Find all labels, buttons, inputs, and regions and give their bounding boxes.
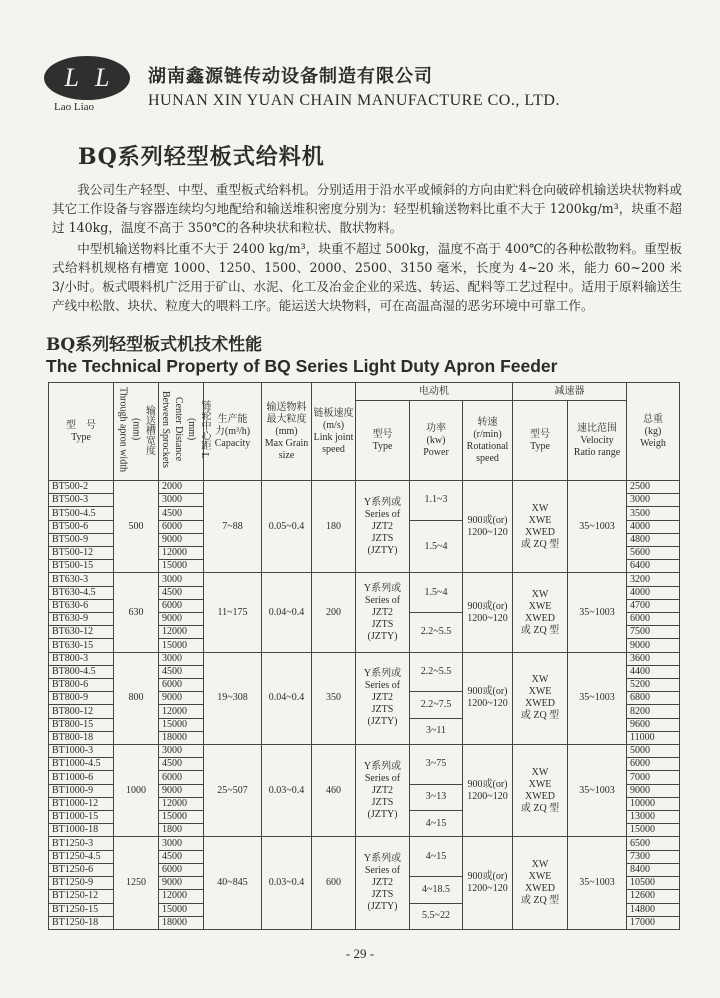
model-type: BT500-3 (49, 494, 114, 507)
total-weight: 9000 (627, 784, 680, 797)
spec-table-body (49, 481, 680, 930)
center-distance: 18000 (159, 916, 204, 929)
header-reducer: 减速器 (513, 383, 627, 401)
apron-width: 630 (114, 573, 159, 652)
model-type: BT630-12 (49, 626, 114, 639)
page-title: BQ系列轻型板式给料机 (78, 144, 325, 170)
model-type: BT500-4.5 (49, 507, 114, 520)
section-title-en: The Technical Property of BQ Series Light Duty Apron Feeder (46, 356, 558, 376)
motor-power: 4~18.5 (410, 877, 463, 903)
ratio-range: 35~1003 (568, 837, 627, 930)
motor-power: 4~15 (410, 837, 463, 877)
model-type: BT500-9 (49, 533, 114, 546)
table-row (49, 573, 680, 586)
center-distance: 15000 (159, 903, 204, 916)
spec-table (48, 382, 680, 930)
model-type: BT630-6 (49, 599, 114, 612)
center-distance: 1800 (159, 824, 204, 837)
link-speed: 600 (312, 837, 356, 930)
capacity: 7~88 (204, 481, 262, 573)
model-type: BT500-6 (49, 520, 114, 533)
rotational-speed: 900或(or) 1200~120 (463, 837, 513, 930)
center-distance: 9000 (159, 784, 204, 797)
total-weight: 9600 (627, 718, 680, 731)
header-center-text: 链轮中心距 L (mm) Center Distance Between Sprockets (160, 391, 210, 468)
total-weight: 3500 (627, 507, 680, 520)
max-grain: 0.05~0.4 (262, 481, 312, 573)
company-logo (44, 56, 130, 100)
total-weight: 4700 (627, 599, 680, 612)
total-weight: 7500 (627, 626, 680, 639)
header-type: 型 号 Type (49, 383, 114, 481)
reducer-type: XW XWE XWED 或 ZQ 型 (513, 573, 568, 652)
center-distance: 12000 (159, 626, 204, 639)
center-distance: 15000 (159, 639, 204, 652)
total-weight: 4800 (627, 533, 680, 546)
total-weight: 11000 (627, 731, 680, 744)
reducer-type: XW XWE XWED 或 ZQ 型 (513, 481, 568, 573)
model-type: BT1250-9 (49, 877, 114, 890)
total-weight: 4400 (627, 665, 680, 678)
center-distance: 9000 (159, 877, 204, 890)
ratio-range: 35~1003 (568, 652, 627, 744)
rotational-speed: 900或(or) 1200~120 (463, 573, 513, 652)
total-weight: 7000 (627, 771, 680, 784)
apron-width: 1250 (114, 837, 159, 930)
ratio-range: 35~1003 (568, 745, 627, 837)
center-distance: 4500 (159, 507, 204, 520)
total-weight: 3200 (627, 573, 680, 586)
center-distance: 3000 (159, 652, 204, 665)
header-speed: 链板速度 (m/s) Link joint speed (312, 383, 356, 481)
model-type: BT500-12 (49, 547, 114, 560)
model-type: BT1000-12 (49, 797, 114, 810)
model-type: BT630-9 (49, 613, 114, 626)
total-weight: 13000 (627, 811, 680, 824)
center-distance: 3000 (159, 573, 204, 586)
header-ratio: 速比范围 Velocity Ratio range (568, 401, 627, 481)
model-type: BT1000-15 (49, 811, 114, 824)
logo-letter: L (64, 63, 79, 92)
model-type: BT1250-3 (49, 837, 114, 850)
center-distance: 4500 (159, 758, 204, 771)
total-weight: 2500 (627, 481, 680, 494)
center-distance: 3000 (159, 837, 204, 850)
model-type: BT630-15 (49, 639, 114, 652)
model-type: BT800-3 (49, 652, 114, 665)
total-weight: 3600 (627, 652, 680, 665)
center-distance: 4500 (159, 586, 204, 599)
model-type: BT630-3 (49, 573, 114, 586)
header-center (159, 383, 210, 481)
center-distance: 6000 (159, 863, 204, 876)
reducer-type: XW XWE XWED 或 ZQ 型 (513, 837, 568, 930)
total-weight: 6800 (627, 692, 680, 705)
header-motor: 电动机 (356, 383, 513, 401)
motor-type: Y系列或 Series of JZT2 JZTS (JZTY) (356, 573, 410, 652)
total-weight: 6000 (627, 613, 680, 626)
total-weight: 4000 (627, 586, 680, 599)
model-type: BT1250-15 (49, 903, 114, 916)
ratio-range: 35~1003 (568, 573, 627, 652)
capacity: 19~308 (204, 652, 262, 744)
rotational-speed: 900或(or) 1200~120 (463, 481, 513, 573)
link-speed: 200 (312, 573, 356, 652)
model-type: BT800-18 (49, 731, 114, 744)
max-grain: 0.03~0.4 (262, 745, 312, 837)
model-type: BT1000-6 (49, 771, 114, 784)
intro-paragraph: 中型机输送物料比重不大于 2400 kg/m³，块重不超过 500kg，温度不高于 400℃的各种松散物料。重型板式给料机规格有槽宽 1000、1250、1500、2000、2500、3150 毫米，长度为 4~20 米，能力 60~200 米 3/小时。板式喂料机广泛用于矿山、水泥、化工及冶金企业的采选、转运、配料等工艺过程中。适用于原料输送生产线中松散、块状、粒度大的喂料工序。能运送大块物料，可在高温高湿的恶劣环境中可靠工作。 (52, 241, 682, 313)
motor-type: Y系列或 Series of JZT2 JZTS (JZTY) (356, 745, 410, 837)
center-distance: 6000 (159, 520, 204, 533)
link-speed: 180 (312, 481, 356, 573)
model-type: BT1250-12 (49, 890, 114, 903)
motor-power: 3~13 (410, 784, 463, 810)
model-type: BT800-12 (49, 705, 114, 718)
company-name-en: HUNAN XIN YUAN CHAIN MANUFACTURE CO., LTD. (148, 92, 560, 109)
total-weight: 6000 (627, 758, 680, 771)
center-distance: 15000 (159, 718, 204, 731)
center-distance: 9000 (159, 692, 204, 705)
logo-caption: Lao Liao (54, 101, 95, 113)
center-distance: 12000 (159, 890, 204, 903)
total-weight: 7300 (627, 850, 680, 863)
center-distance: 15000 (159, 560, 204, 573)
total-weight: 14800 (627, 903, 680, 916)
model-type: BT1000-18 (49, 824, 114, 837)
center-distance: 6000 (159, 771, 204, 784)
center-distance: 2000 (159, 481, 204, 494)
total-weight: 5000 (627, 745, 680, 758)
model-type: BT630-4.5 (49, 586, 114, 599)
link-speed: 460 (312, 745, 356, 837)
center-distance: 6000 (159, 599, 204, 612)
model-type: BT1250-18 (49, 916, 114, 929)
model-type: BT500-2 (49, 481, 114, 494)
motor-power: 3~75 (410, 745, 463, 785)
motor-type: Y系列或 Series of JZT2 JZTS (JZTY) (356, 481, 410, 573)
center-distance: 9000 (159, 613, 204, 626)
table-row (49, 745, 680, 758)
center-distance: 3000 (159, 745, 204, 758)
link-speed: 350 (312, 652, 356, 744)
center-distance: 12000 (159, 797, 204, 810)
motor-power: 4~15 (410, 811, 463, 837)
section-title-cn: BQ系列轻型板式机技术性能 (46, 335, 263, 355)
header-motor-type: 型号 Type (356, 401, 410, 481)
total-weight: 6400 (627, 560, 680, 573)
capacity: 11~175 (204, 573, 262, 652)
reducer-type: XW XWE XWED 或 ZQ 型 (513, 652, 568, 744)
total-weight: 3000 (627, 494, 680, 507)
header-reducer-type: 型号 Type (513, 401, 568, 481)
model-type: BT800-15 (49, 718, 114, 731)
company-name-cn: 湖南鑫源链传动设备制造有限公司 (148, 66, 433, 87)
center-distance: 12000 (159, 547, 204, 560)
max-grain: 0.03~0.4 (262, 837, 312, 930)
header-capacity: 生产能 力(m³/h) Capacity (204, 383, 262, 481)
header-width-text: 输送槽宽度 (mm) Through apron width (117, 387, 155, 472)
apron-width: 500 (114, 481, 159, 573)
model-type: BT1250-4.5 (49, 850, 114, 863)
model-type: BT1000-4.5 (49, 758, 114, 771)
model-type: BT1000-3 (49, 745, 114, 758)
total-weight: 8400 (627, 863, 680, 876)
motor-power: 1.1~3 (410, 481, 463, 521)
motor-power: 5.5~22 (410, 903, 463, 930)
total-weight: 9000 (627, 639, 680, 652)
capacity: 40~845 (204, 837, 262, 930)
table-row (49, 837, 680, 850)
header-grain: 输送物料 最大粒度 (mm) Max Grain size (262, 383, 312, 481)
total-weight: 6500 (627, 837, 680, 850)
total-weight: 15000 (627, 824, 680, 837)
rotational-speed: 900或(or) 1200~120 (463, 745, 513, 837)
center-distance: 12000 (159, 705, 204, 718)
model-type: BT800-4.5 (49, 665, 114, 678)
model-type: BT1250-6 (49, 863, 114, 876)
model-type: BT800-6 (49, 679, 114, 692)
header-weight: 总重 (kg) Weigh (627, 383, 680, 481)
motor-power: 1.5~4 (410, 520, 463, 573)
rotational-speed: 900或(or) 1200~120 (463, 652, 513, 744)
center-distance: 15000 (159, 811, 204, 824)
intro-paragraph: 我公司生产轻型、中型、重型板式给料机。分别适用于沿水平或倾斜的方向由贮料仓向破碎机输送块状物料或其它工作设备与容器连续均匀地配给和输送堆积密度分别为：轻型机输送物料比重不大于 1200kg/m³，块重不超过 140kg，温度不高于 350℃的各种块状和粒状、散状物料。 (52, 182, 682, 235)
center-distance: 9000 (159, 533, 204, 546)
total-weight: 10500 (627, 877, 680, 890)
center-distance: 3000 (159, 494, 204, 507)
center-distance: 18000 (159, 731, 204, 744)
motor-power: 1.5~4 (410, 573, 463, 613)
capacity: 25~507 (204, 745, 262, 837)
ratio-range: 35~1003 (568, 481, 627, 573)
motor-power: 2.2~5.5 (410, 613, 463, 653)
total-weight: 8200 (627, 705, 680, 718)
motor-power: 2.2~5.5 (410, 652, 463, 692)
model-type: BT1000-9 (49, 784, 114, 797)
total-weight: 5200 (627, 679, 680, 692)
apron-width: 800 (114, 652, 159, 744)
total-weight: 12600 (627, 890, 680, 903)
table-row (49, 481, 680, 494)
total-weight: 5600 (627, 547, 680, 560)
header-rot: 转速 (r/min) Rotational speed (463, 401, 513, 481)
motor-type: Y系列或 Series of JZT2 JZTS (JZTY) (356, 652, 410, 744)
total-weight: 10000 (627, 797, 680, 810)
motor-power: 2.2~7.5 (410, 692, 463, 718)
total-weight: 17000 (627, 916, 680, 929)
max-grain: 0.04~0.4 (262, 652, 312, 744)
center-distance: 6000 (159, 679, 204, 692)
page-number: - 29 - (345, 946, 375, 961)
center-distance: 4500 (159, 850, 204, 863)
model-type: BT500-15 (49, 560, 114, 573)
header-power: 功率 (kw) Power (410, 401, 463, 481)
header-width (114, 383, 159, 481)
model-type: BT800-9 (49, 692, 114, 705)
logo-letter: L (95, 63, 110, 92)
apron-width: 1000 (114, 745, 159, 837)
intro-text (52, 180, 682, 317)
reducer-type: XW XWE XWED 或 ZQ 型 (513, 745, 568, 837)
table-row (49, 652, 680, 665)
motor-type: Y系列或 Series of JZT2 JZTS (JZTY) (356, 837, 410, 930)
center-distance: 4500 (159, 665, 204, 678)
motor-power: 3~11 (410, 718, 463, 744)
total-weight: 4000 (627, 520, 680, 533)
max-grain: 0.04~0.4 (262, 573, 312, 652)
